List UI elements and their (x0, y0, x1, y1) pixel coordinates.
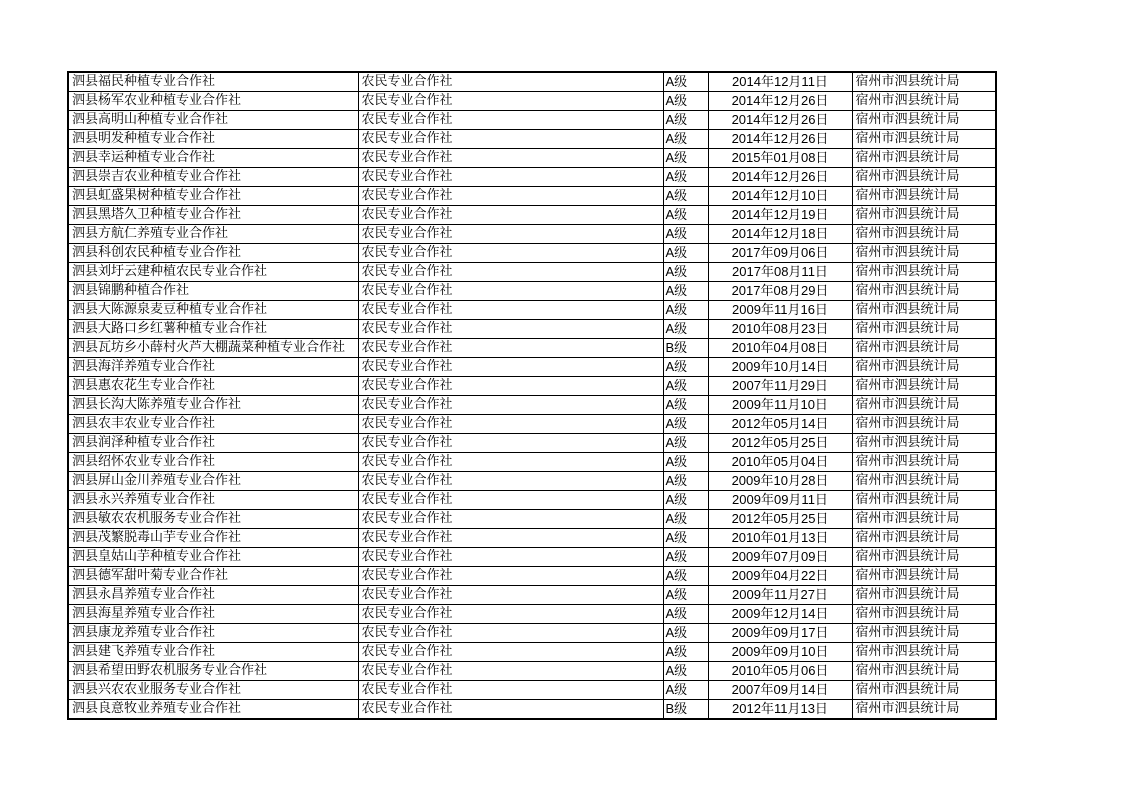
authority-cell: 宿州市泗县统计局 (852, 187, 996, 206)
date-cell: 2015年01月08日 (708, 149, 852, 168)
entity-type-cell: 农民专业合作社 (358, 358, 663, 377)
table-row (68, 168, 996, 187)
date-cell: 2007年09月14日 (708, 681, 852, 700)
date-cell: 2009年11月10日 (708, 396, 852, 415)
table-row (68, 396, 996, 415)
entity-type-cell: 农民专业合作社 (358, 548, 663, 567)
grade-cell: A级 (663, 168, 708, 187)
entity-type-cell: 农民专业合作社 (358, 130, 663, 149)
cooperative-name-cell: 泗县刘圩云建种植农民专业合作社 (68, 263, 358, 282)
table-row (68, 643, 996, 662)
date-cell: 2007年11月29日 (708, 377, 852, 396)
table-row (68, 301, 996, 320)
entity-type-cell: 农民专业合作社 (358, 282, 663, 301)
entity-type-cell: 农民专业合作社 (358, 605, 663, 624)
cooperative-name-cell: 泗县海洋养殖专业合作社 (68, 358, 358, 377)
table-row (68, 92, 996, 111)
grade-cell: A级 (663, 567, 708, 586)
date-cell: 2010年08月23日 (708, 320, 852, 339)
date-cell: 2010年01月13日 (708, 529, 852, 548)
date-cell: 2009年09月11日 (708, 491, 852, 510)
date-cell: 2010年05月06日 (708, 662, 852, 681)
table-row (68, 624, 996, 643)
authority-cell: 宿州市泗县统计局 (852, 168, 996, 187)
authority-cell: 宿州市泗县统计局 (852, 206, 996, 225)
grade-cell: A级 (663, 472, 708, 491)
entity-type-cell: 农民专业合作社 (358, 149, 663, 168)
entity-type-cell: 农民专业合作社 (358, 662, 663, 681)
authority-cell: 宿州市泗县统计局 (852, 681, 996, 700)
table-row (68, 149, 996, 168)
authority-cell: 宿州市泗县统计局 (852, 320, 996, 339)
cooperative-name-cell: 泗县大路口乡红薯种植专业合作社 (68, 320, 358, 339)
date-cell: 2012年05月25日 (708, 434, 852, 453)
date-cell: 2009年07月09日 (708, 548, 852, 567)
entity-type-cell: 农民专业合作社 (358, 624, 663, 643)
authority-cell: 宿州市泗县统计局 (852, 92, 996, 111)
entity-type-cell: 农民专业合作社 (358, 510, 663, 529)
cooperative-table (67, 71, 997, 720)
authority-cell: 宿州市泗县统计局 (852, 643, 996, 662)
authority-cell: 宿州市泗县统计局 (852, 605, 996, 624)
grade-cell: A级 (663, 149, 708, 168)
authority-cell: 宿州市泗县统计局 (852, 225, 996, 244)
authority-cell: 宿州市泗县统计局 (852, 453, 996, 472)
cooperative-name-cell: 泗县黑塔久卫种植专业合作社 (68, 206, 358, 225)
table-row (68, 377, 996, 396)
authority-cell: 宿州市泗县统计局 (852, 415, 996, 434)
table-row (68, 567, 996, 586)
table-row (68, 662, 996, 681)
cooperative-name-cell: 泗县希望田野农机服务专业合作社 (68, 662, 358, 681)
entity-type-cell: 农民专业合作社 (358, 301, 663, 320)
table-row (68, 263, 996, 282)
authority-cell: 宿州市泗县统计局 (852, 548, 996, 567)
authority-cell: 宿州市泗县统计局 (852, 529, 996, 548)
table-body (68, 72, 996, 719)
cooperative-name-cell: 泗县永兴养殖专业合作社 (68, 491, 358, 510)
entity-type-cell: 农民专业合作社 (358, 187, 663, 206)
date-cell: 2014年12月11日 (708, 72, 852, 92)
authority-cell: 宿州市泗县统计局 (852, 472, 996, 491)
entity-type-cell: 农民专业合作社 (358, 92, 663, 111)
grade-cell: A级 (663, 225, 708, 244)
grade-cell: A级 (663, 643, 708, 662)
authority-cell: 宿州市泗县统计局 (852, 72, 996, 92)
date-cell: 2010年05月04日 (708, 453, 852, 472)
entity-type-cell: 农民专业合作社 (358, 491, 663, 510)
grade-cell: A级 (663, 92, 708, 111)
authority-cell: 宿州市泗县统计局 (852, 434, 996, 453)
cooperative-name-cell: 泗县屏山金川养殖专业合作社 (68, 472, 358, 491)
cooperative-name-cell: 泗县锦鹏种植合作社 (68, 282, 358, 301)
grade-cell: A级 (663, 130, 708, 149)
cooperative-name-cell: 泗县幸运种植专业合作社 (68, 149, 358, 168)
cooperative-name-cell: 泗县科创农民种植专业合作社 (68, 244, 358, 263)
grade-cell: A级 (663, 548, 708, 567)
date-cell: 2009年09月17日 (708, 624, 852, 643)
date-cell: 2012年05月25日 (708, 510, 852, 529)
date-cell: 2014年12月26日 (708, 130, 852, 149)
date-cell: 2009年11月16日 (708, 301, 852, 320)
cooperative-name-cell: 泗县海星养殖专业合作社 (68, 605, 358, 624)
date-cell: 2009年04月22日 (708, 567, 852, 586)
date-cell: 2014年12月26日 (708, 111, 852, 130)
entity-type-cell: 农民专业合作社 (358, 434, 663, 453)
authority-cell: 宿州市泗县统计局 (852, 111, 996, 130)
date-cell: 2010年04月08日 (708, 339, 852, 358)
cooperative-name-cell: 泗县敏农农机服务专业合作社 (68, 510, 358, 529)
table-row (68, 244, 996, 263)
authority-cell: 宿州市泗县统计局 (852, 339, 996, 358)
grade-cell: A级 (663, 320, 708, 339)
authority-cell: 宿州市泗县统计局 (852, 491, 996, 510)
grade-cell: A级 (663, 244, 708, 263)
grade-cell: A级 (663, 624, 708, 643)
table-row (68, 453, 996, 472)
grade-cell: A级 (663, 301, 708, 320)
date-cell: 2009年11月27日 (708, 586, 852, 605)
entity-type-cell: 农民专业合作社 (358, 529, 663, 548)
table-row (68, 206, 996, 225)
grade-cell: B级 (663, 700, 708, 720)
authority-cell: 宿州市泗县统计局 (852, 244, 996, 263)
table-row (68, 491, 996, 510)
cooperative-name-cell: 泗县长沟大陈养殖专业合作社 (68, 396, 358, 415)
table-row (68, 700, 996, 720)
entity-type-cell: 农民专业合作社 (358, 567, 663, 586)
date-cell: 2014年12月18日 (708, 225, 852, 244)
authority-cell: 宿州市泗县统计局 (852, 567, 996, 586)
authority-cell: 宿州市泗县统计局 (852, 624, 996, 643)
date-cell: 2009年10月14日 (708, 358, 852, 377)
cooperative-name-cell: 泗县大陈源泉麦豆种植专业合作社 (68, 301, 358, 320)
grade-cell: A级 (663, 358, 708, 377)
table-row (68, 605, 996, 624)
authority-cell: 宿州市泗县统计局 (852, 282, 996, 301)
entity-type-cell: 农民专业合作社 (358, 453, 663, 472)
authority-cell: 宿州市泗县统计局 (852, 263, 996, 282)
entity-type-cell: 农民专业合作社 (358, 263, 663, 282)
table-row (68, 111, 996, 130)
cooperative-name-cell: 泗县崇吉农业种植专业合作社 (68, 168, 358, 187)
grade-cell: A级 (663, 662, 708, 681)
entity-type-cell: 农民专业合作社 (358, 206, 663, 225)
entity-type-cell: 农民专业合作社 (358, 168, 663, 187)
authority-cell: 宿州市泗县统计局 (852, 396, 996, 415)
cooperative-name-cell: 泗县瓦坊乡小薛村火芦大棚蔬菜种植专业合作社 (68, 339, 358, 358)
table-row (68, 415, 996, 434)
date-cell: 2009年12月14日 (708, 605, 852, 624)
cooperative-name-cell: 泗县永昌养殖专业合作社 (68, 586, 358, 605)
date-cell: 2014年12月10日 (708, 187, 852, 206)
date-cell: 2017年08月29日 (708, 282, 852, 301)
table-row (68, 72, 996, 92)
cooperative-name-cell: 泗县康龙养殖专业合作社 (68, 624, 358, 643)
cooperative-name-cell: 泗县建飞养殖专业合作社 (68, 643, 358, 662)
table-row (68, 187, 996, 206)
grade-cell: A级 (663, 681, 708, 700)
date-cell: 2014年12月19日 (708, 206, 852, 225)
table-row (68, 529, 996, 548)
date-cell: 2009年10月28日 (708, 472, 852, 491)
table-row (68, 225, 996, 244)
grade-cell: A级 (663, 396, 708, 415)
cooperative-name-cell: 泗县农丰农业专业合作社 (68, 415, 358, 434)
date-cell: 2017年09月06日 (708, 244, 852, 263)
table-row (68, 472, 996, 491)
entity-type-cell: 农民专业合作社 (358, 225, 663, 244)
entity-type-cell: 农民专业合作社 (358, 415, 663, 434)
entity-type-cell: 农民专业合作社 (358, 472, 663, 491)
entity-type-cell: 农民专业合作社 (358, 681, 663, 700)
authority-cell: 宿州市泗县统计局 (852, 662, 996, 681)
cooperative-name-cell: 泗县茂繁脱毒山芋专业合作社 (68, 529, 358, 548)
authority-cell: 宿州市泗县统计局 (852, 130, 996, 149)
authority-cell: 宿州市泗县统计局 (852, 510, 996, 529)
date-cell: 2009年09月10日 (708, 643, 852, 662)
entity-type-cell: 农民专业合作社 (358, 586, 663, 605)
table-row (68, 586, 996, 605)
cooperative-name-cell: 泗县高明山种植专业合作社 (68, 111, 358, 130)
grade-cell: A级 (663, 453, 708, 472)
date-cell: 2012年11月13日 (708, 700, 852, 720)
table-row (68, 681, 996, 700)
grade-cell: A级 (663, 510, 708, 529)
table-row (68, 510, 996, 529)
entity-type-cell: 农民专业合作社 (358, 396, 663, 415)
table-row (68, 358, 996, 377)
authority-cell: 宿州市泗县统计局 (852, 358, 996, 377)
entity-type-cell: 农民专业合作社 (358, 643, 663, 662)
grade-cell: A级 (663, 377, 708, 396)
entity-type-cell: 农民专业合作社 (358, 72, 663, 92)
grade-cell: A级 (663, 605, 708, 624)
grade-cell: B级 (663, 339, 708, 358)
table-row (68, 548, 996, 567)
authority-cell: 宿州市泗县统计局 (852, 377, 996, 396)
table-row (68, 282, 996, 301)
grade-cell: A级 (663, 586, 708, 605)
cooperative-name-cell: 泗县杨军农业种植专业合作社 (68, 92, 358, 111)
grade-cell: A级 (663, 111, 708, 130)
authority-cell: 宿州市泗县统计局 (852, 586, 996, 605)
date-cell: 2012年05月14日 (708, 415, 852, 434)
grade-cell: A级 (663, 282, 708, 301)
table-row (68, 434, 996, 453)
cooperative-name-cell: 泗县皇姑山芋种植专业合作社 (68, 548, 358, 567)
cooperative-name-cell: 泗县兴农农业服务专业合作社 (68, 681, 358, 700)
table-row (68, 320, 996, 339)
date-cell: 2014年12月26日 (708, 168, 852, 187)
grade-cell: A级 (663, 434, 708, 453)
entity-type-cell: 农民专业合作社 (358, 700, 663, 720)
authority-cell: 宿州市泗县统计局 (852, 149, 996, 168)
cooperative-name-cell: 泗县润泽种植专业合作社 (68, 434, 358, 453)
grade-cell: A级 (663, 529, 708, 548)
cooperative-name-cell: 泗县福民种植专业合作社 (68, 72, 358, 92)
authority-cell: 宿州市泗县统计局 (852, 700, 996, 720)
date-cell: 2017年08月11日 (708, 263, 852, 282)
entity-type-cell: 农民专业合作社 (358, 111, 663, 130)
cooperative-name-cell: 泗县良意牧业养殖专业合作社 (68, 700, 358, 720)
cooperative-name-cell: 泗县德军甜叶菊专业合作社 (68, 567, 358, 586)
table-row (68, 339, 996, 358)
grade-cell: A级 (663, 187, 708, 206)
entity-type-cell: 农民专业合作社 (358, 339, 663, 358)
cooperative-name-cell: 泗县虹盛果树种植专业合作社 (68, 187, 358, 206)
grade-cell: A级 (663, 415, 708, 434)
cooperative-name-cell: 泗县明发种植专业合作社 (68, 130, 358, 149)
authority-cell: 宿州市泗县统计局 (852, 301, 996, 320)
grade-cell: A级 (663, 491, 708, 510)
entity-type-cell: 农民专业合作社 (358, 244, 663, 263)
grade-cell: A级 (663, 72, 708, 92)
entity-type-cell: 农民专业合作社 (358, 377, 663, 396)
cooperative-name-cell: 泗县方航仁养殖专业合作社 (68, 225, 358, 244)
grade-cell: A级 (663, 263, 708, 282)
date-cell: 2014年12月26日 (708, 92, 852, 111)
cooperative-name-cell: 泗县绍怀农业专业合作社 (68, 453, 358, 472)
cooperative-name-cell: 泗县惠农花生专业合作社 (68, 377, 358, 396)
table-row (68, 130, 996, 149)
grade-cell: A级 (663, 206, 708, 225)
entity-type-cell: 农民专业合作社 (358, 320, 663, 339)
